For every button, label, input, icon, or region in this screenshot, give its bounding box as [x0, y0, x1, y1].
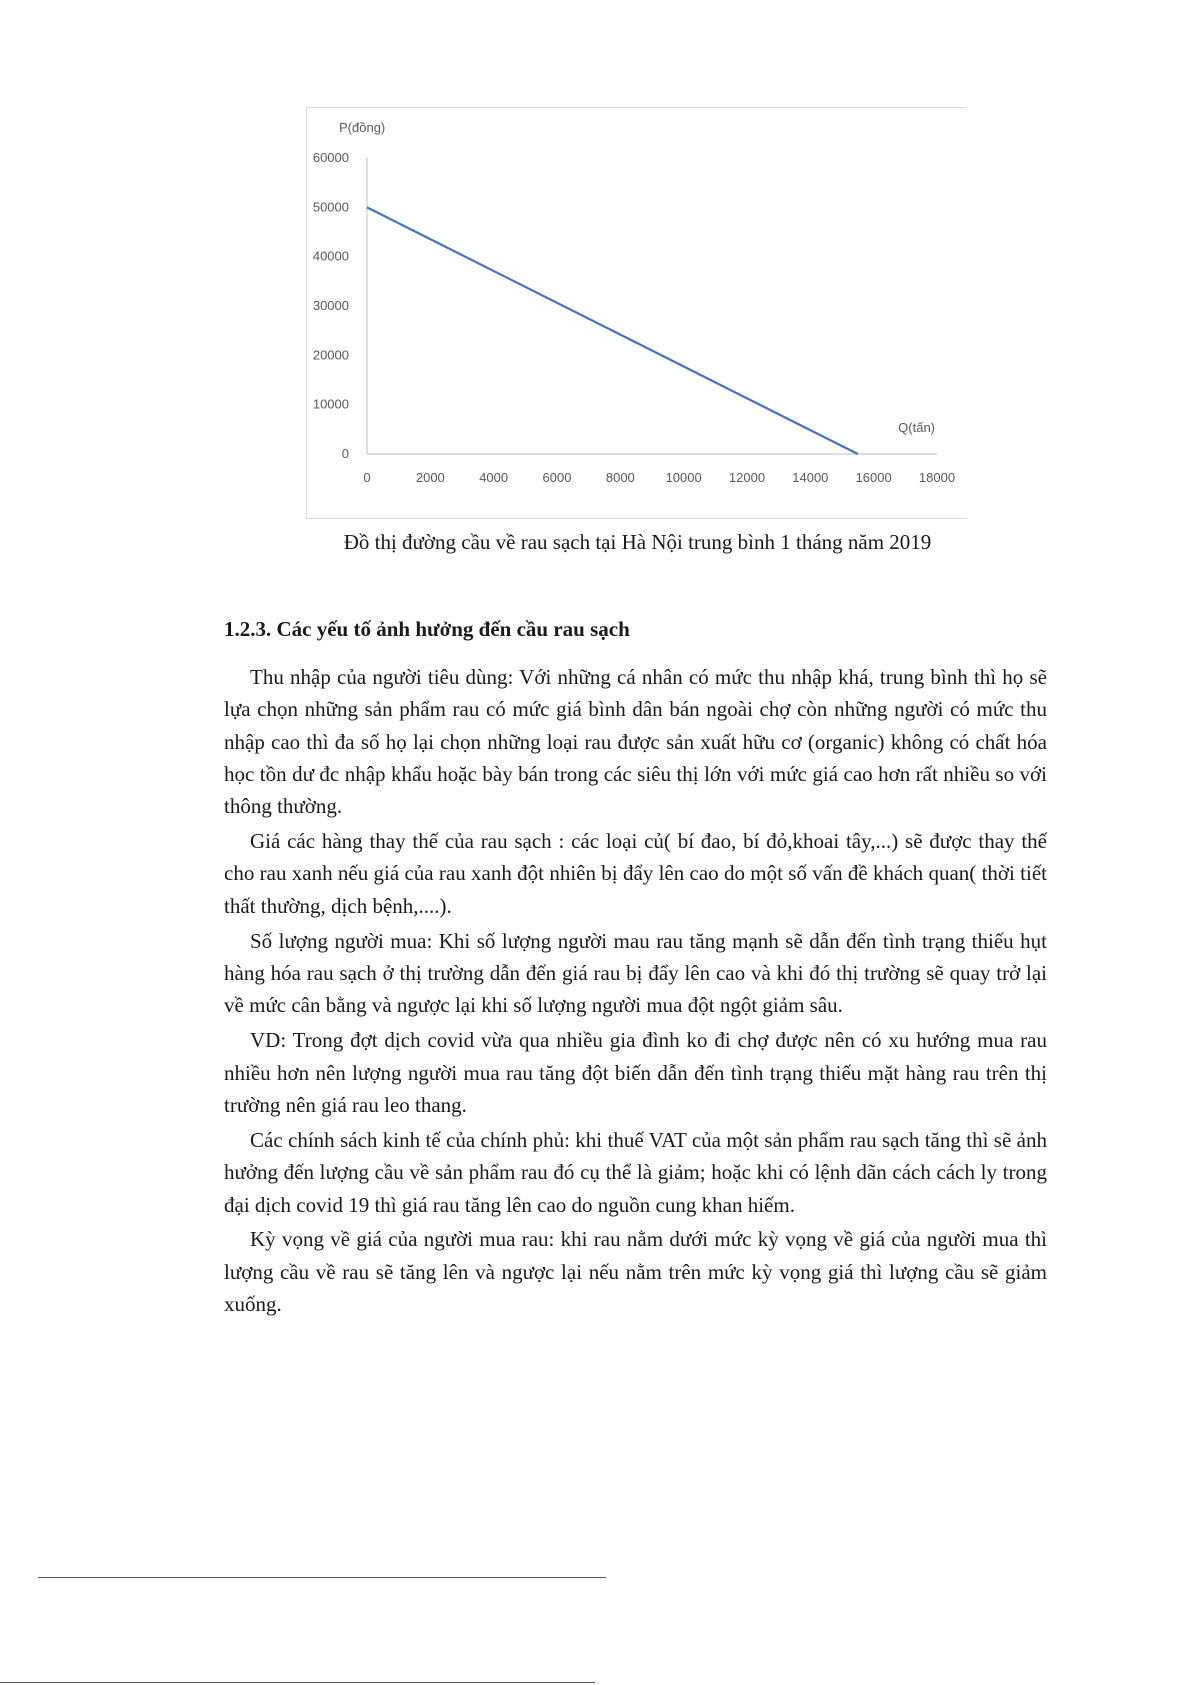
x-tick-label: 12000	[728, 470, 766, 485]
paragraph-buyers: Số lượng người mua: Khi số lượng người mau rau tăng mạnh sẽ dẫn đến tình trạng thiếu hụt hàng hóa rau sạch ở thị trường dẫn đến giá rau bị đẩy lên cao và khi đó thị trường sẽ quay trở lại về mức cân bằng và ngược lại khi số lượng người mua đột ngột giảm sâu.	[224, 928, 1047, 1018]
x-tick-label: 6000	[542, 470, 572, 485]
x-tick-label: 16000	[855, 470, 892, 485]
x-tick-labels	[363, 470, 955, 485]
x-tick-label: 2000	[415, 470, 445, 485]
x-tick-label: 14000	[792, 470, 829, 485]
page-bottom-divider	[0, 1682, 595, 1683]
paragraph-example: VD: Trong đợt dịch covid vừa qua nhiều gia đình ko đi chợ được nên có xu hướng mua rau nhiều hơn nên lượng người mua rau tăng đột biến dẫn đến tình trạng thiếu mặt hàng rau trên thị trường nên giá rau leo thang.	[224, 1028, 1047, 1117]
paragraph-expectations: Kỳ vọng về giá của người mua rau: khi rau nằm dưới mức kỳ vọng về giá của người mua thì lượng cầu về rau sẽ tăng lên và ngược lại nếu nằm trên mức kỳ vọng giá thì lượng cầu sẽ giảm xuống.	[224, 1227, 1047, 1317]
figure-caption-text: Đồ thị đường cầu về rau sạch tại Hà Nội trung bình 1 tháng năm 2019	[343, 530, 932, 554]
x-tick-label: 18000	[918, 470, 956, 485]
x-tick-label: 8000	[605, 470, 635, 485]
section-body	[224, 661, 1047, 1323]
y-tick-label: 10000	[312, 396, 349, 412]
x-tick-label: 0	[363, 470, 371, 485]
figure-caption	[0, 530, 1191, 555]
x-axis-label: Q(tấn)	[898, 420, 935, 435]
x-tick-label: 10000	[665, 470, 702, 485]
paragraph-policy: Các chính sách kinh tế của chính phủ: khi thuế VAT của một sản phẩm rau sạch tăng thì sẽ ảnh hưởng đến lượng cầu về sản phẩm rau đó cụ thể là giảm; hoặc khi có lệnh dãn cách cách ly trong đại dịch covid 19 thì giá rau tăng lên cao do nguồn cung khan hiếm.	[224, 1127, 1047, 1217]
y-tick-label: 50000	[312, 199, 349, 215]
paragraph-income: Thu nhập của người tiêu dùng: Với những cá nhân có mức thu nhập khá, trung bình thì họ sẽ lựa chọn những sản phẩm rau có mức giá bình dân bán ngoài chợ còn những người có mức thu nhập cao thì đa số họ lại chọn những loại rau được sản xuất hữu cơ (organic) không có chất hóa học tồn dư đc nhập khẩu hoặc bày bán trong các siêu thị lớn với mức giá cao hơn rất nhiều so với thông thường.	[224, 665, 1047, 819]
section-heading: 1.2.3. Các yếu tố ảnh hưởng đến cầu rau sạch	[224, 617, 630, 641]
paragraph-substitutes: Giá các hàng thay thế của rau sạch : các loại củ( bí đao, bí đỏ,khoai tây,...) sẽ được thay thế cho rau xanh nếu giá của rau xanh đột nhiên bị đẩy lên cao do một số vấn đề khách quan( thời tiết thất thường, dịch bệnh,....).	[224, 829, 1047, 918]
demand-chart	[306, 107, 967, 519]
x-tick-label: 4000	[479, 470, 509, 485]
y-tick-labels	[313, 150, 349, 461]
y-axis-label: P(đồng)	[339, 120, 386, 135]
y-tick-label: 40000	[312, 248, 349, 264]
demand-curve	[367, 207, 858, 454]
y-tick-label: 30000	[312, 298, 349, 313]
y-tick-label: 0	[341, 446, 349, 461]
footer-divider	[38, 1577, 606, 1578]
y-tick-label: 20000	[312, 347, 349, 363]
y-tick-label: 60000	[312, 150, 349, 165]
demand-chart-svg	[307, 108, 967, 518]
